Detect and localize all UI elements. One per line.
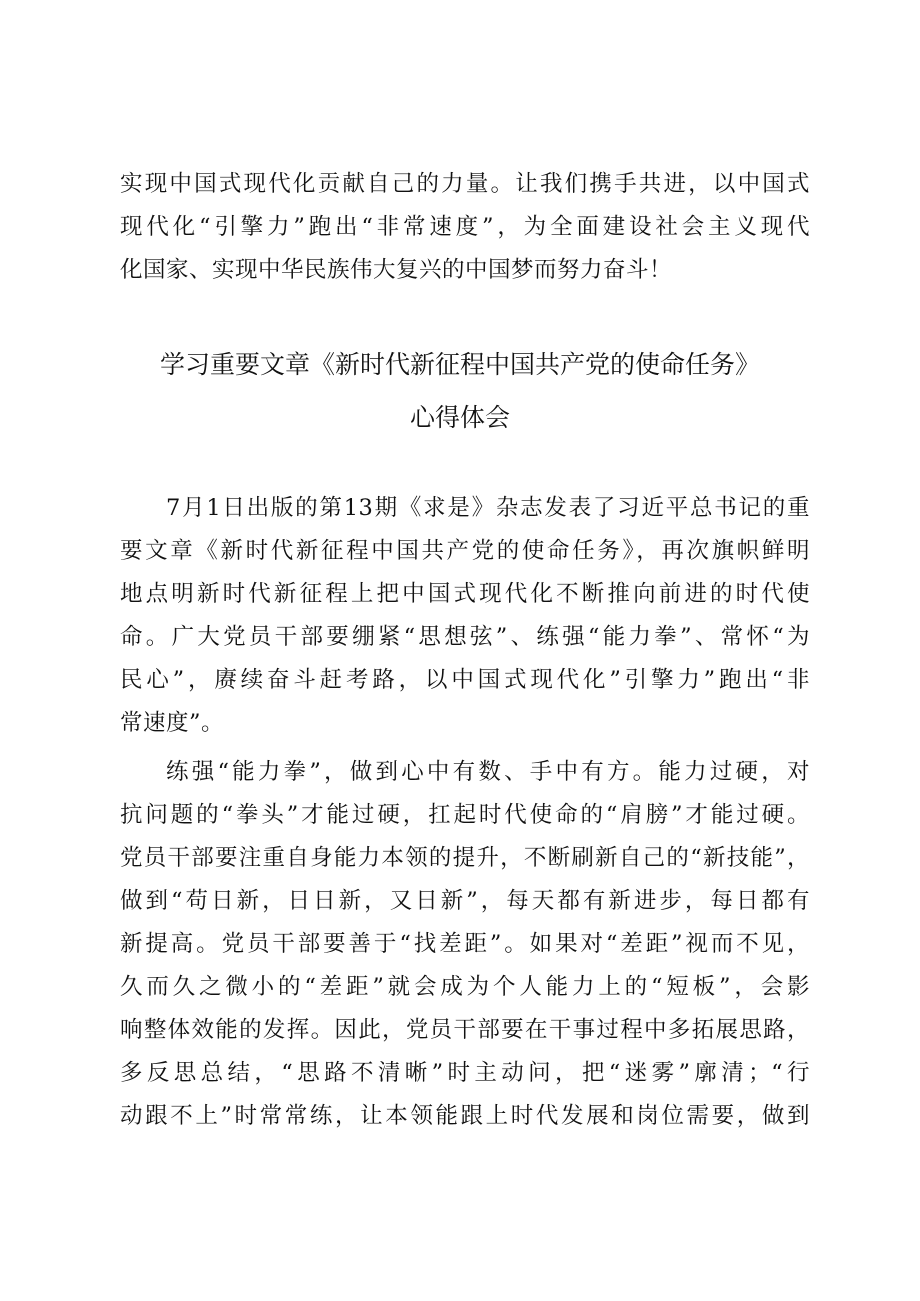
paragraph-line: 7月1日出版的第13期《求是》杂志发表了习近平总书记的重: [166, 495, 810, 521]
paragraph-line: 抗问题的“拳头”才能过硬，扛起时代使命的“肩膀”才能过硬。: [120, 802, 810, 828]
intro-line: 实现中国式现代化贡献自己的力量。让我们携手共进，以中国式: [120, 171, 810, 197]
paragraph-line: 练强“能力拳”，做到心中有数、手中有方。能力过硬，对: [166, 759, 810, 785]
paragraph-line: 地点明新时代新征程上把中国式现代化不断推向前进的时代使: [120, 581, 810, 607]
article-title: 学习重要文章《新时代新征程中国共产党的使命任务》: [159, 350, 760, 379]
paragraph-line: 命。广大党员干部要绷紧“思想弦”、练强“能力拳”、常怀“为: [120, 624, 810, 650]
paragraph-line: 多反思总结，“思路不清晰”时主动问，把“迷雾”廓清；“行: [120, 1060, 810, 1086]
article-subtitle: 心得体会: [409, 403, 510, 432]
intro-line: 现代化“引擎力”跑出“非常速度”，为全面建设社会主义现代: [120, 214, 810, 240]
paragraph-line: 做到“苟日新，日日新，又日新”，每天都有新进步，每日都有: [120, 888, 810, 914]
paragraph-line: 党员干部要注重自身能力本领的提升，不断刷新自己的“新技能”，: [120, 845, 810, 871]
paragraph-line: 响整体效能的发挥。因此，党员干部要在干事过程中多拓展思路，: [120, 1017, 810, 1043]
intro-line: 化国家、实现中华民族伟大复兴的中国梦而努力奋斗！: [120, 257, 673, 283]
paragraph-line: 久而久之微小的“差距”就会成为个人能力上的“短板”，会影: [120, 974, 810, 1000]
paragraph-line: 要文章《新时代新征程中国共产党的使命任务》，再次旗帜鲜明: [120, 538, 810, 564]
paragraph-line: 动跟不上”时常常练，让本领能跟上时代发展和岗位需要，做到: [120, 1103, 810, 1129]
paragraph-line: 民心”，赓续奋斗赶考路，以中国式现代化”引擎力”跑出“非: [120, 667, 810, 693]
paragraph-line: 新提高。党员干部要善于“找差距”。如果对“差距”视而不见，: [120, 931, 810, 957]
paragraph-line: 常速度”。: [120, 710, 225, 736]
